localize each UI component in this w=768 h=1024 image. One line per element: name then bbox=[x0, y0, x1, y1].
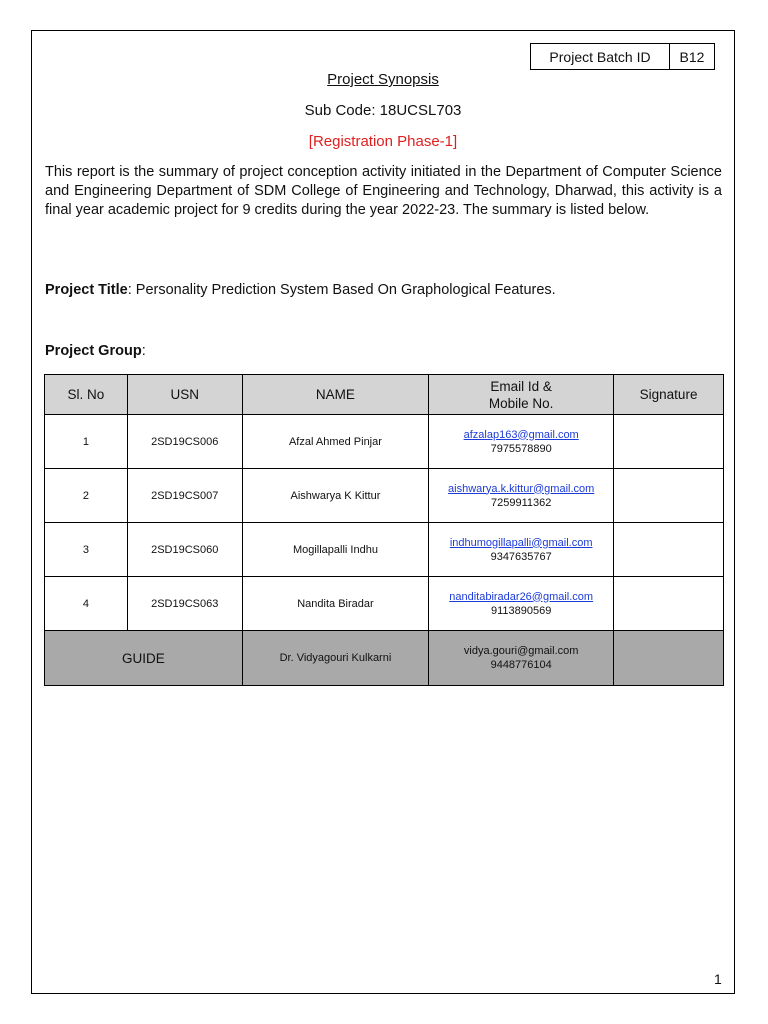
usn-cell: 2SD19CS006 bbox=[127, 415, 242, 469]
mobile-number: 7975578890 bbox=[490, 442, 552, 455]
header-email-line1: Email Id & bbox=[490, 378, 552, 394]
guide-row bbox=[45, 631, 724, 686]
usn-cell: 2SD19CS063 bbox=[127, 577, 242, 631]
email-link[interactable]: afzalap163@gmail.com bbox=[463, 428, 579, 441]
project-title-value: : Personality Prediction System Based On Graphological Features. bbox=[127, 282, 556, 298]
guide-mobile: 9448776104 bbox=[490, 659, 552, 671]
table-row bbox=[45, 469, 724, 523]
batch-id-value: B12 bbox=[679, 48, 705, 65]
email-link[interactable]: indhumogillapalli@gmail.com bbox=[449, 536, 593, 549]
signature-cell bbox=[614, 523, 724, 577]
registration-phase: [Registration Phase-1] bbox=[308, 133, 458, 150]
header-signature: Signature bbox=[614, 375, 724, 415]
mobile-number: 9347635767 bbox=[490, 550, 552, 563]
guide-email: vidya.gouri@gmail.com bbox=[463, 645, 579, 657]
page-number: 1 bbox=[714, 971, 722, 987]
contact-cell bbox=[429, 523, 614, 577]
sl-no-cell: 4 bbox=[45, 577, 128, 631]
table-row bbox=[45, 415, 724, 469]
sl-no-cell: 1 bbox=[45, 415, 128, 469]
name-cell: Mogillapalli Indhu bbox=[242, 523, 429, 577]
guide-signature-cell bbox=[614, 631, 724, 686]
sub-code: Sub Code: 18UCSL703 bbox=[304, 102, 462, 119]
project-title-label: Project Title bbox=[45, 282, 128, 298]
email-link[interactable]: nanditabiradar26@gmail.com bbox=[449, 590, 594, 603]
name-cell: Afzal Ahmed Pinjar bbox=[242, 415, 429, 469]
guide-contact-cell bbox=[429, 631, 614, 686]
contact-cell bbox=[429, 415, 614, 469]
table-header-row bbox=[45, 375, 724, 415]
sl-no-cell: 2 bbox=[45, 469, 128, 523]
batch-id-label: Project Batch ID bbox=[531, 44, 670, 69]
header-sl-no: Sl. No bbox=[45, 375, 128, 415]
project-title-line bbox=[45, 282, 556, 298]
guide-label: GUIDE bbox=[45, 631, 243, 686]
table-row bbox=[45, 577, 724, 631]
project-batch-id-box bbox=[530, 43, 715, 70]
mobile-number: 9113890569 bbox=[490, 604, 552, 617]
project-group-line bbox=[45, 343, 146, 359]
project-group-label: Project Group bbox=[45, 343, 142, 359]
header-email-line2: Mobile No. bbox=[488, 395, 554, 411]
table-row bbox=[45, 523, 724, 577]
usn-cell: 2SD19CS007 bbox=[127, 469, 242, 523]
mobile-number: 7259911362 bbox=[490, 496, 552, 509]
header-email-mobile bbox=[429, 375, 614, 415]
email-link[interactable]: aishwarya.k.kittur@gmail.com bbox=[448, 482, 595, 495]
header-usn: USN bbox=[127, 375, 242, 415]
signature-cell bbox=[614, 415, 724, 469]
contact-cell bbox=[429, 469, 614, 523]
document-title: Project Synopsis bbox=[327, 71, 439, 88]
project-group-table bbox=[44, 374, 724, 686]
sl-no-cell: 3 bbox=[45, 523, 128, 577]
name-cell: Nandita Biradar bbox=[242, 577, 429, 631]
project-group-suffix: : bbox=[141, 343, 146, 359]
usn-cell: 2SD19CS060 bbox=[127, 523, 242, 577]
signature-cell bbox=[614, 469, 724, 523]
guide-name: Dr. Vidyagouri Kulkarni bbox=[242, 631, 429, 686]
intro-paragraph: This report is the summary of project conception activity initiated in the Department of Computer Science and Engineering Department of SDM College of Engineering and Technology, Dharwad, this activity is a final year academic project for 9 credits during the year 2022-23. The summary is listed below. bbox=[45, 164, 722, 218]
header-name: NAME bbox=[242, 375, 429, 415]
contact-cell bbox=[429, 577, 614, 631]
name-cell: Aishwarya K Kittur bbox=[242, 469, 429, 523]
signature-cell bbox=[614, 577, 724, 631]
